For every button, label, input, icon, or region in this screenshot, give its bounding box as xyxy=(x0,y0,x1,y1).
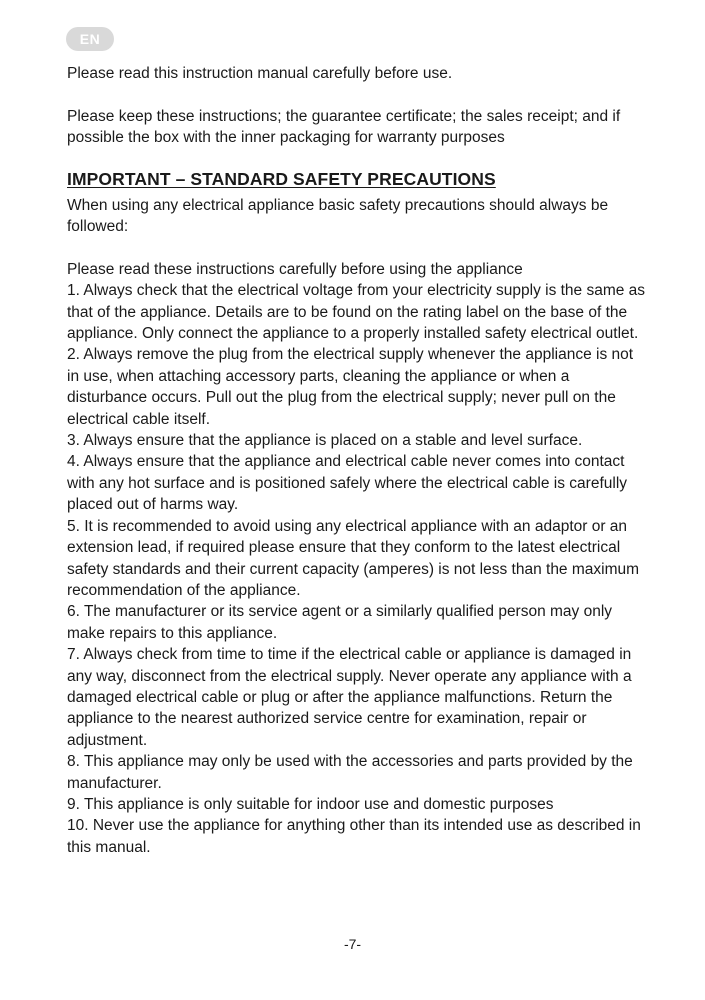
spacer xyxy=(67,237,647,258)
manual-page-content xyxy=(67,63,647,858)
language-badge: EN xyxy=(66,27,114,51)
section-heading: IMPORTANT – STANDARD SAFETY PRECAUTIONS xyxy=(67,168,496,189)
safety-item: 9. This appliance is only suitable for indoor use and domestic purposes xyxy=(67,795,554,813)
intro-line-read-manual: Please read this instruction manual carefully before use. xyxy=(67,65,453,82)
safety-item: 7. Always check from time to time if the electrical cable or appliance is damaged in any way, disconnect from the electrical supply. Never operate any appliance with a damaged electrical cable or plug or after the appliance malfunctions. Return the appliance to the nearest authorized service centre for examination, repair or adjustment. xyxy=(67,646,632,749)
page-number: -7- xyxy=(343,936,362,952)
safety-item: 10. Never use the appliance for anything other than its intended use as described in this manual. xyxy=(67,817,641,856)
intro-line-keep-instructions: Please keep these instructions; the guarantee certificate; the sales receipt; and if possible the box with the inner packaging for warranty purposes xyxy=(67,107,621,147)
spacer xyxy=(67,84,647,105)
section-lead: When using any electrical appliance basic safety precautions should always be followed: xyxy=(67,196,609,236)
section-subhead: Please read these instructions carefully before using the appliance xyxy=(67,260,523,278)
safety-item: 5. It is recommended to avoid using any electrical appliance with an adaptor or an extension lead, if required please ensure that they conform to the latest electrical safety standards and their current capacity (amperes) is not less than the maximum recommendation of the appliance. xyxy=(67,517,640,599)
safety-list xyxy=(67,280,647,858)
safety-item: 6. The manufacturer or its service agent or a similarly qualified person may only make repairs to this appliance. xyxy=(67,603,613,642)
safety-item: 8. This appliance may only be used with the accessories and parts provided by the manufacturer. xyxy=(67,753,633,792)
safety-item: 1. Always check that the electrical voltage from your electricity supply is the same as that of the appliance. Details are to be found on the rating label on the base of the appliance. Only connect the appliance to a properly installed safety electrical outlet. xyxy=(67,282,646,343)
safety-item: 2. Always remove the plug from the electrical supply whenever the appliance is not in use, when attaching accessory parts, cleaning the appliance or when a disturbance occurs. Pull out the plug from the electrical supply; never pull on the electrical cable itself. xyxy=(67,346,634,428)
safety-item: 3. Always ensure that the appliance is placed on a stable and level surface. xyxy=(67,432,583,450)
safety-item: 4. Always ensure that the appliance and electrical cable never comes into contact with any hot surface and is positioned safely where the electrical cable is carefully placed out of harms way. xyxy=(67,453,628,514)
